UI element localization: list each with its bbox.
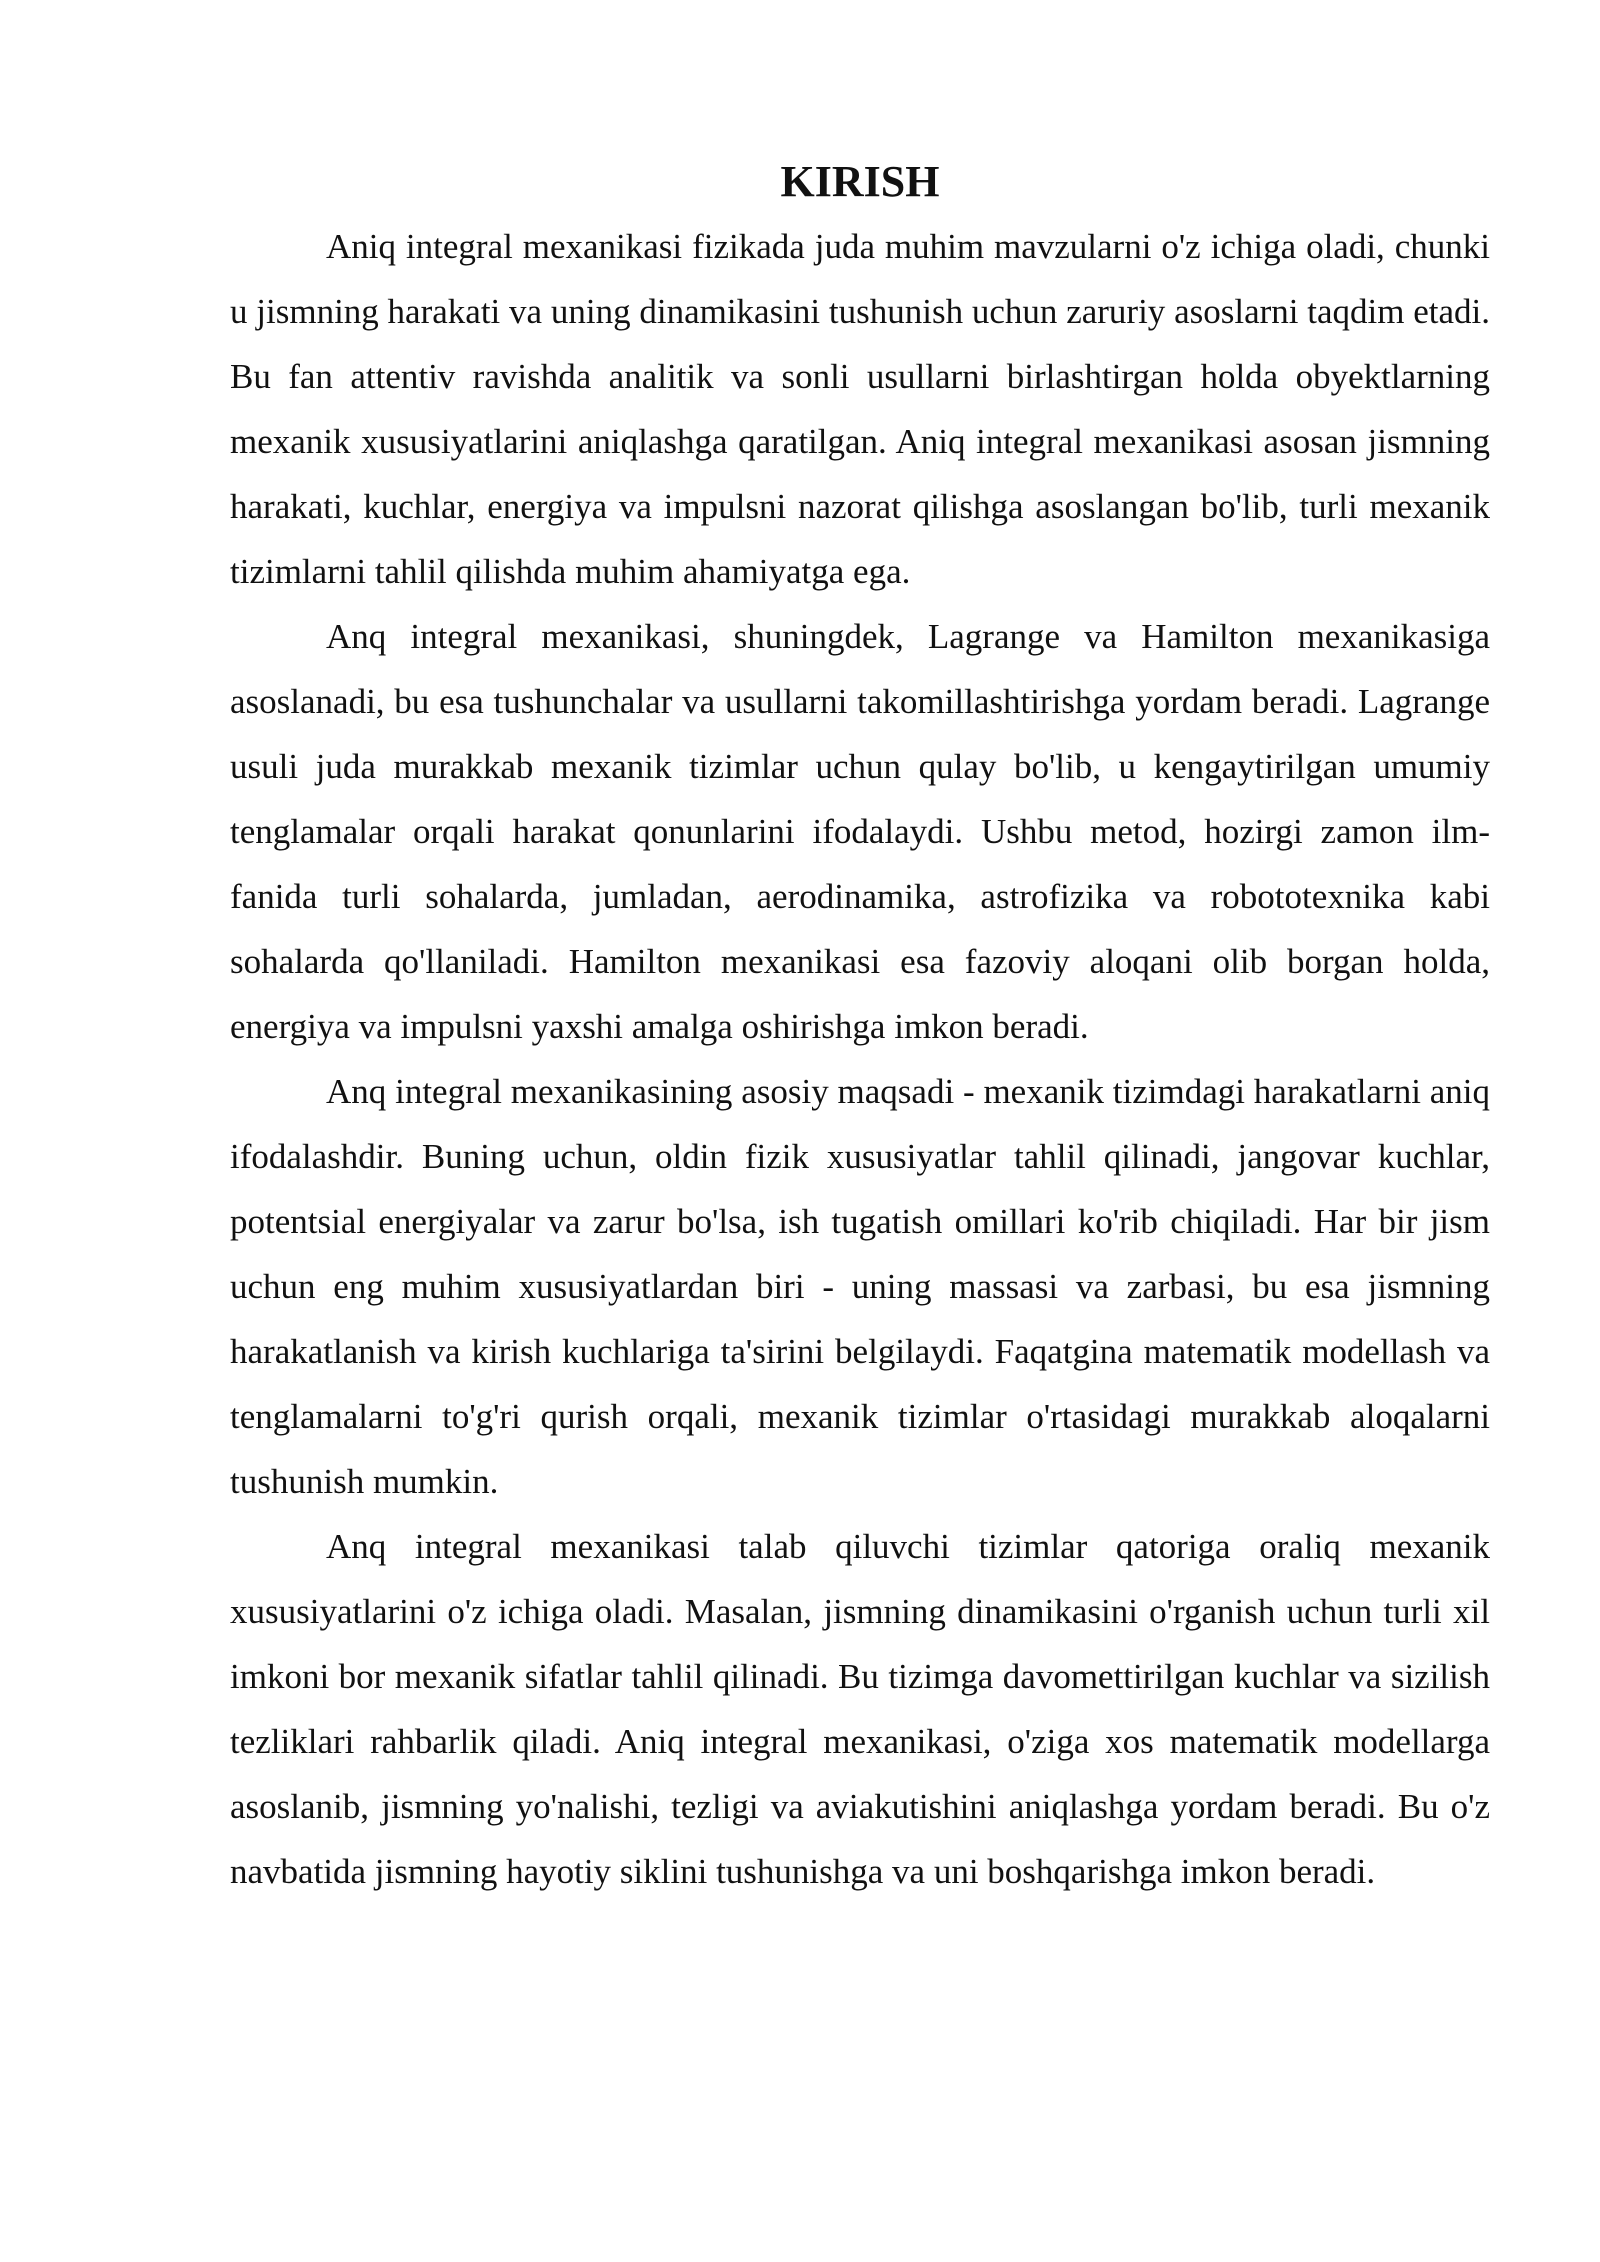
paragraph-3: Anq integral mexanikasining asosiy maqsadi - mexanik tizimdagi harakatlarni aniq ifodalashdir. Buning uchun, oldin fizik xususiyatlar tahlil qilinadi, jangovar kuchlar, potentsial energiyalar va zarur bo'lsa, ish tugatish omillari ko'rib chiqiladi. Har bir jism uchun eng muhim xususiyatlardan biri - uning massasi va zarbasi, bu esa jismning harakatlanish va kirish kuchlariga ta'sirini belgilaydi. Faqatgina matematik modellash va tenglamalarni to'g'ri qurish orqali, mexanik tizimlar o'rtasidagi murakkab aloqalarni tushunish mumkin. <box>230 1072 1490 1501</box>
paragraph-1: Aniq integral mexanikasi fizikada juda muhim mavzularni o'z ichiga oladi, chunki u jismning harakati va uning dinamikasini tushunish uchun zaruriy asoslarni taqdim etadi. Bu fan attentiv ravishda analitik va sonli usullarni birlashtirgan holda obyektlarning mexanik xususiyatlarini aniqlashga qaratilgan. Aniq integral mexanikasi asosan jismning harakati, kuchlar, energiya va impulsni nazorat qilishga asoslangan bo'lib, turli mexanik tizimlarni tahlil qilishda muhim ahamiyatga ega. <box>230 227 1490 591</box>
paragraph-4: Anq integral mexanikasi talab qiluvchi tizimlar qatoriga oraliq mexanik xususiyatlarini o'z ichiga oladi. Masalan, jismning dinamikasini o'rganish uchun turli xil imkoni bor mexanik sifatlar tahlil qilinadi. Bu tizimga davomettirilgan kuchlar va sizilish tezliklari rahbarlik qiladi. Aniq integral mexanikasi, o'ziga xos matematik modellarga asoslanib, jismning yo'nalishi, tezligi va aviakutishini aniqlashga yordam beradi. Bu o'z navbatida jismning hayotiy siklini tushunishga va uni boshqarishga imkon beradi. <box>230 1527 1490 1891</box>
paragraph-2: Anq integral mexanikasi, shuningdek, Lagrange va Hamilton mexanikasiga asoslanadi, bu esa tushunchalar va usullarni takomillashtirishga yordam beradi. Lagrange usuli juda murakkab mexanik tizimlar uchun qulay bo'lib, u kengaytirilgan umumiy tenglamalar orqali harakat qonunlarini ifodalaydi. Ushbu metod, hozirgi zamon ilm-fanida turli sohalarda, jumladan, aerodinamika, astrofizika va robototexnika kabi sohalarda qo'llaniladi. Hamilton mexanikasi esa fazoviy aloqani olib borgan holda, energiya va impulsni yaxshi amalga oshirishga imkon beradi. <box>230 617 1490 1046</box>
page-title: KIRISH <box>780 157 940 206</box>
document-body <box>230 150 1490 1904</box>
